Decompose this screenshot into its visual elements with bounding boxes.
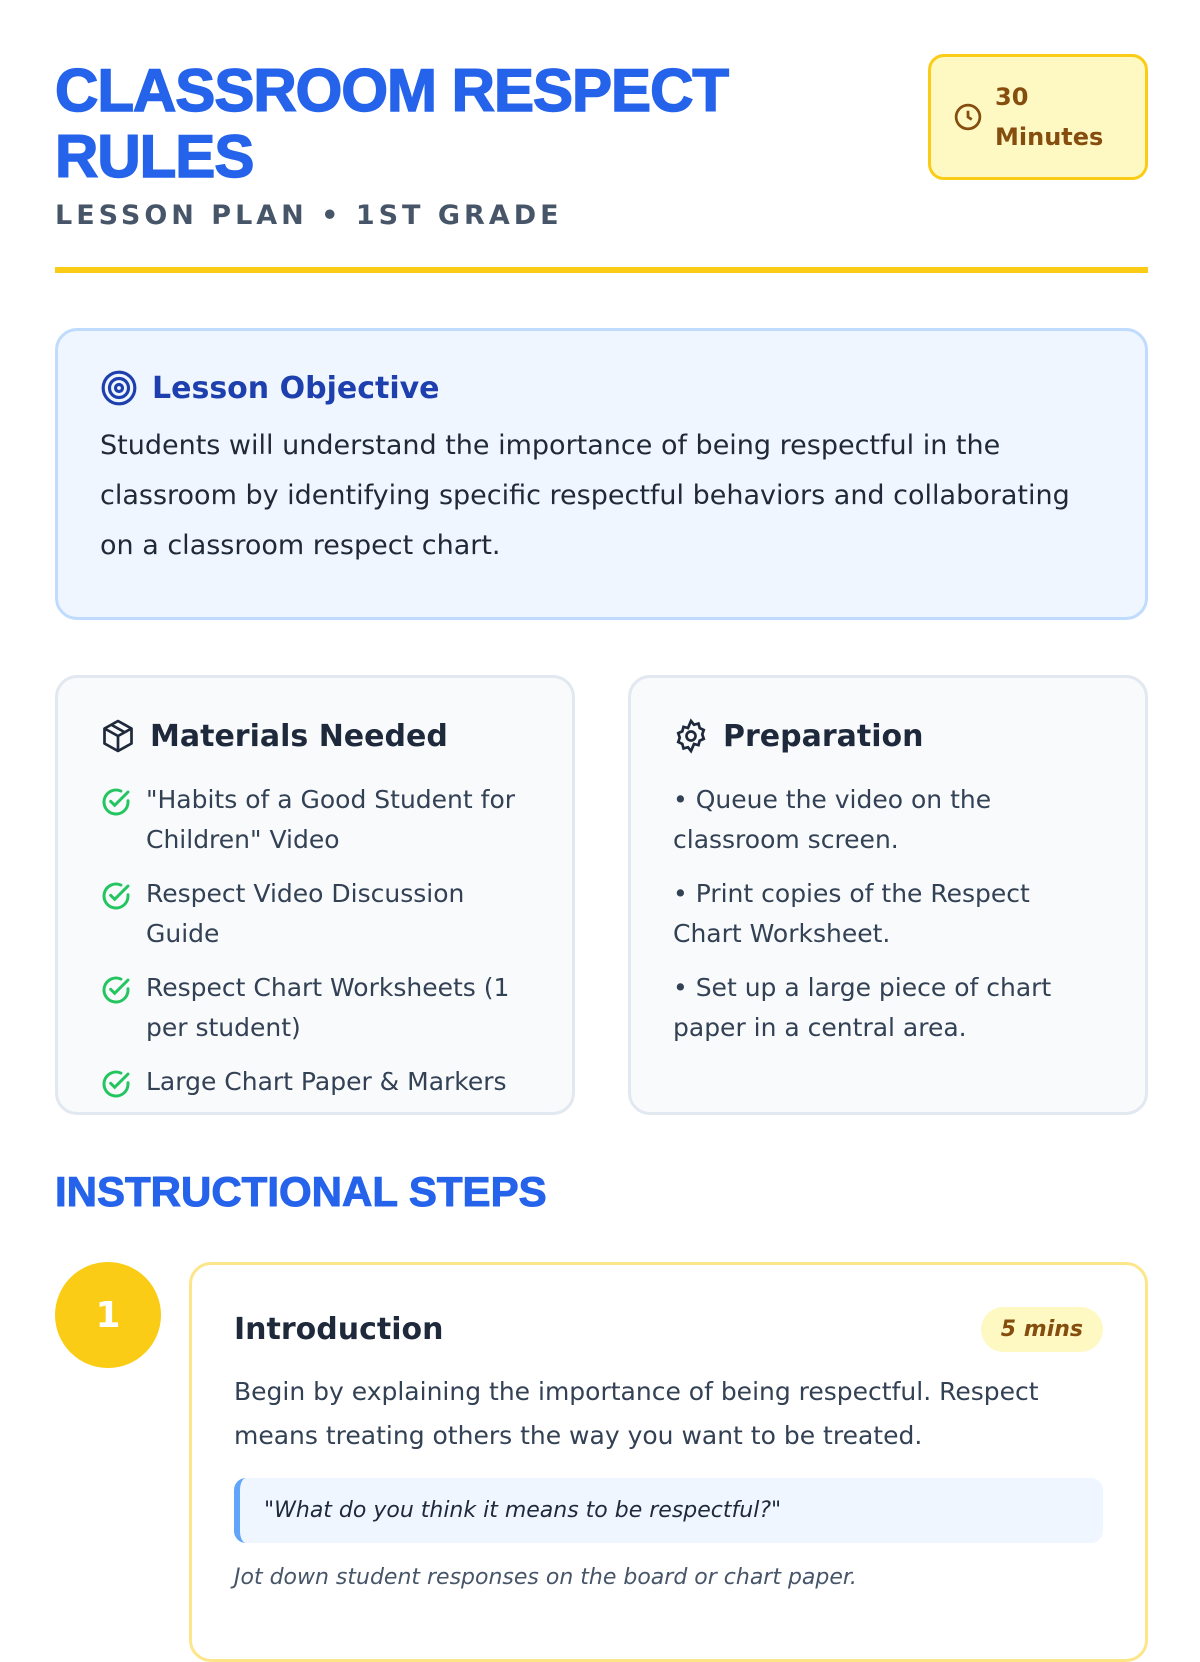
material-item [100, 968, 530, 1048]
duration-value: 30 [995, 83, 1029, 111]
objective-heading: Lesson Objective [152, 370, 440, 406]
step-description: Begin by explaining the importance of being respectful. Respect means treating others the way you want to be treated. [234, 1377, 1039, 1450]
materials-heading: Materials Needed [150, 718, 448, 754]
material-text: "Habits of a Good Student for Children" Video [146, 785, 516, 854]
material-text: Large Chart Paper & Markers [146, 1067, 507, 1096]
preparation-section [628, 675, 1148, 1115]
header-divider [55, 267, 1148, 273]
duration-unit: Minutes [995, 123, 1104, 151]
materials-section [55, 675, 575, 1115]
target-icon [100, 369, 138, 407]
step-note: Jot down student responses on the board or chart paper. [234, 1565, 857, 1590]
objective-text: Students will understand the importance of being respectful in the classroom by identifying specific respectful behaviors and collaborating on a classroom respect chart. [100, 430, 1070, 561]
steps-heading: INSTRUCTIONAL STEPS [55, 1168, 547, 1215]
page-title: CLASSROOM RESPECT RULES [55, 57, 729, 190]
check-circle-icon [100, 786, 132, 818]
preparation-item: • Print copies of the Respect Chart Worksheet. [673, 879, 1030, 948]
step-number: 1 [55, 1262, 161, 1368]
check-circle-icon [100, 1068, 132, 1100]
material-item [100, 780, 530, 860]
step-time-badge: 5 mins [981, 1307, 1103, 1352]
lesson-plan [55, 0, 1148, 1590]
step-title: Introduction [234, 1312, 444, 1347]
preparation-heading: Preparation [723, 718, 924, 754]
material-text: Respect Video Discussion Guide [146, 879, 465, 948]
package-icon [100, 718, 136, 754]
page-subtitle: LESSON PLAN • 1ST GRADE [55, 200, 563, 231]
check-circle-icon [100, 974, 132, 1006]
gear-icon [673, 718, 709, 754]
clock-icon [953, 102, 983, 132]
material-item [100, 1062, 530, 1102]
header [55, 0, 1148, 275]
material-item [100, 874, 530, 954]
duration-badge [928, 54, 1148, 180]
preparation-item: • Queue the video on the classroom screen. [673, 785, 992, 854]
preparation-item: • Set up a large piece of chart paper in a central area. [673, 973, 1052, 1042]
material-text: Respect Chart Worksheets (1 per student) [146, 973, 510, 1042]
objective-section [55, 328, 1148, 620]
step-card [189, 1262, 1148, 1662]
step-quote: "What do you think it means to be respectful?" [234, 1478, 1103, 1543]
check-circle-icon [100, 880, 132, 912]
